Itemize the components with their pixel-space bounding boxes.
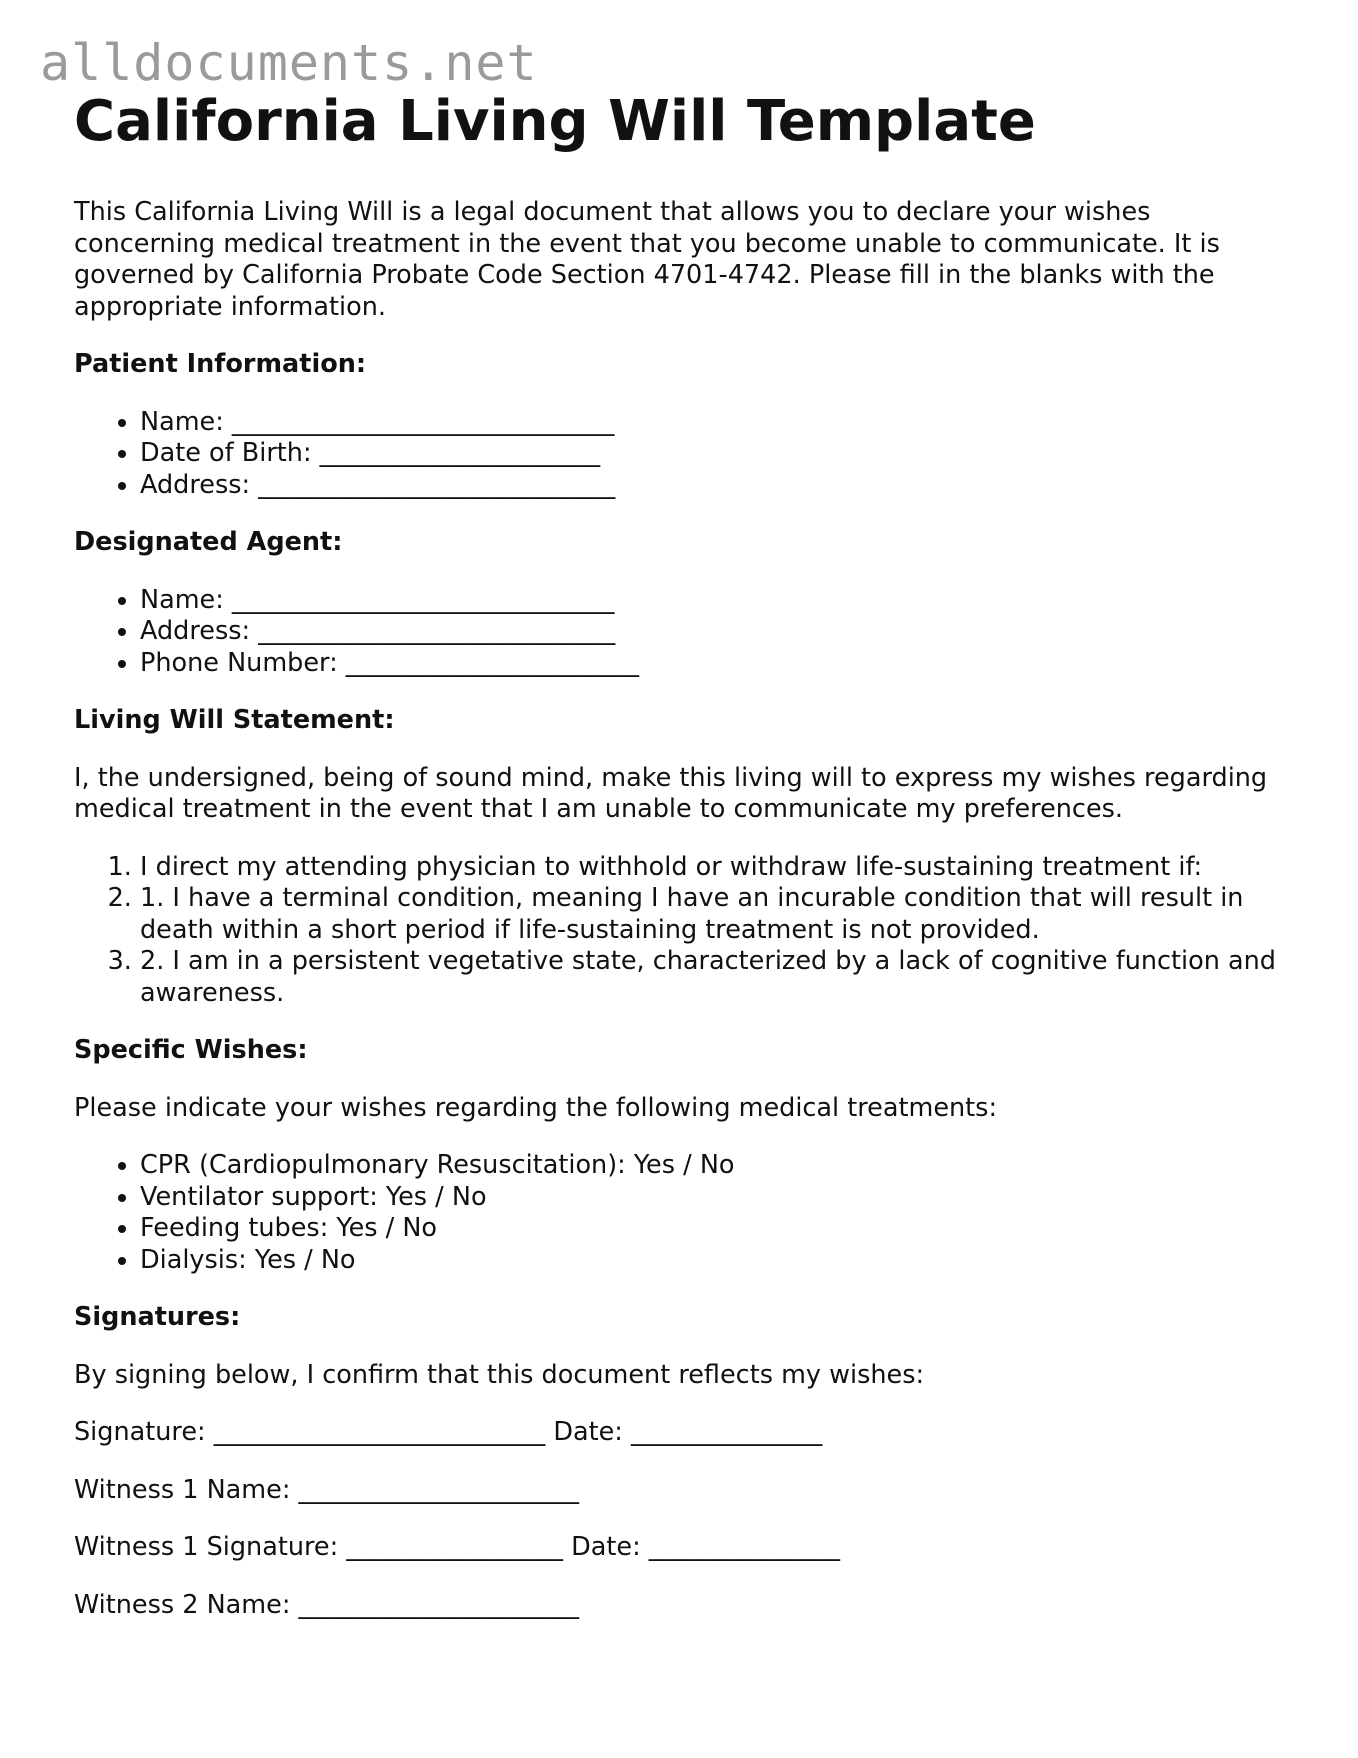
statement-item: 2. 1. I have a terminal condition, meaning I have an incurable condition that will result in death within a short period if life-sustaining treatment is not provided. xyxy=(140,883,1294,946)
specific-wishes-list xyxy=(74,1150,1294,1276)
wish-ventilator: • Ventilator support: Yes / No xyxy=(140,1182,1294,1214)
document-title: California Living Will Template xyxy=(74,89,1036,154)
specific-wishes-text: Please indicate your wishes regarding the following medical treatments: xyxy=(74,1092,998,1123)
patient-name-field: • Name: ______________________________ xyxy=(140,407,1294,439)
patient-info-list xyxy=(74,407,1294,502)
patient-info-heading: Patient Information: xyxy=(74,349,367,380)
living-will-statement-list xyxy=(74,852,1294,1010)
patient-address-field: • Address: ____________________________ xyxy=(140,470,1294,502)
living-will-statement-heading: Living Will Statement: xyxy=(74,705,395,736)
agent-address-field: • Address: ____________________________ xyxy=(140,616,1294,648)
signature-date-line: Signature: __________________________ Date: _______________ xyxy=(74,1417,823,1448)
document-page xyxy=(74,88,1294,1621)
wish-feeding-tubes: • Feeding tubes: Yes / No xyxy=(140,1213,1294,1245)
living-will-statement-text: I, the undersigned, being of sound mind, make this living will to express my wishes regarding medical treatment in the event that I am unable to communicate my preferences. xyxy=(74,762,1268,825)
agent-name-field: • Name: ______________________________ xyxy=(140,585,1294,617)
signatures-heading: Signatures: xyxy=(74,1302,241,1333)
wish-cpr: • CPR (Cardiopulmonary Resuscitation): Yes / No xyxy=(140,1150,1294,1182)
signatures-text: By signing below, I confirm that this document reflects my wishes: xyxy=(74,1359,925,1390)
wish-dialysis: • Dialysis: Yes / No xyxy=(140,1245,1294,1277)
specific-wishes-heading: Specific Wishes: xyxy=(74,1035,308,1066)
watermark: alldocuments.net xyxy=(40,34,538,92)
designated-agent-list xyxy=(74,585,1294,680)
patient-dob-field: • Date of Birth: ______________________ xyxy=(140,438,1294,470)
witness-1-signature-line: Witness 1 Signature: _________________ Date: _______________ xyxy=(74,1532,841,1563)
statement-item: 3. 2. I am in a persistent vegetative state, characterized by a lack of cognitive function and awareness. xyxy=(140,946,1294,1009)
designated-agent-heading: Designated Agent: xyxy=(74,527,343,558)
statement-item: 1. I direct my attending physician to withhold or withdraw life-sustaining treatment if: xyxy=(140,852,1294,884)
witness-2-name-line: Witness 2 Name: ______________________ xyxy=(74,1589,580,1620)
intro-paragraph: This California Living Will is a legal document that allows you to declare your wishes concerning medical treatment in the event that you become unable to communicate. It is governed by California Probate Code Section 4701-4742. Please fill in the blanks with the appropriate information. xyxy=(74,197,1220,322)
witness-1-name-line: Witness 1 Name: ______________________ xyxy=(74,1474,580,1505)
agent-phone-field: • Phone Number: _______________________ xyxy=(140,648,1294,680)
